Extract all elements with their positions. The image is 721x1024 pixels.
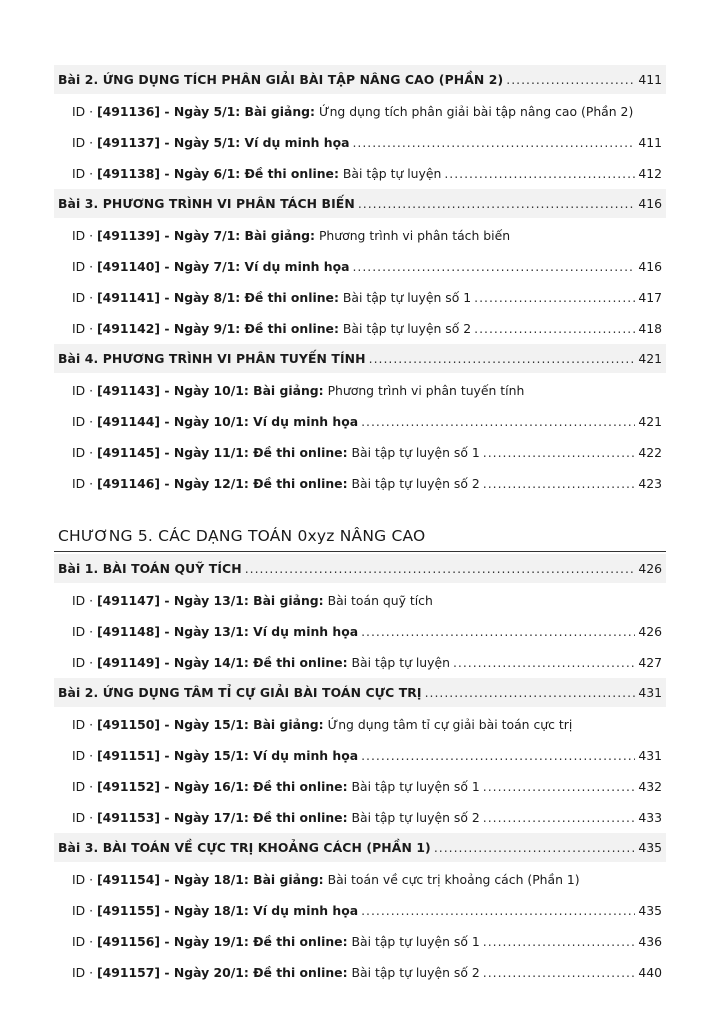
page-number: 431 <box>638 685 662 700</box>
entry-code: [491139] <box>97 228 161 243</box>
page-number: 431 <box>638 748 662 763</box>
entry-date: - Ngày 9/1: <box>160 321 245 336</box>
entry-label <box>72 383 524 398</box>
entry-description: Bài toán về cực trị khoảng cách (Phần 1) <box>323 872 580 887</box>
dot-leader <box>361 624 635 639</box>
section-title: Bài 1. BÀI TOÁN QUỸ TÍCH <box>58 561 242 576</box>
entry-date: - Ngày 15/1: <box>160 717 254 732</box>
entry-label <box>72 872 580 887</box>
entry-code: [491136] <box>97 104 161 119</box>
dot-leader <box>361 414 635 429</box>
id-prefix: ID · <box>72 321 98 336</box>
page-number: 416 <box>638 259 662 274</box>
entry-type: Bài giảng: <box>253 593 324 608</box>
id-prefix: ID · <box>72 965 98 980</box>
page-number: 411 <box>638 72 662 87</box>
section-title: Bài 3. PHƯƠNG TRÌNH VI PHÂN TÁCH BIẾN <box>58 196 355 211</box>
id-prefix: ID · <box>72 655 98 670</box>
entry-description: Bài tập tự luyện số 2 <box>347 810 480 825</box>
entry-date: - Ngày 8/1: <box>160 290 245 305</box>
page-number: 418 <box>638 321 662 336</box>
entry-description: Bài tập tự luyện số 2 <box>347 476 480 491</box>
id-prefix: ID · <box>72 779 98 794</box>
page-number: 421 <box>638 414 662 429</box>
section-title: Bài 3. BÀI TOÁN VỀ CỰC TRỊ KHOẢNG CÁCH (PHẦN 1) <box>58 840 431 855</box>
page-number: 423 <box>638 476 662 491</box>
entry-type: Bài giảng: <box>253 383 324 398</box>
toc-section-heading[interactable] <box>54 678 666 707</box>
page-number: 427 <box>638 655 662 670</box>
entry-type: Đề thi online: <box>253 810 348 825</box>
id-prefix: ID · <box>72 810 98 825</box>
table-of-contents <box>54 65 666 988</box>
entry-date: - Ngày 10/1: <box>160 414 254 429</box>
page-number: 412 <box>638 166 662 181</box>
toc-section-heading[interactable] <box>54 344 666 373</box>
entry-description: Bài tập tự luyện số 1 <box>338 290 472 305</box>
id-prefix: ID · <box>72 228 98 243</box>
entry-type: Ví dụ minh họa <box>253 414 359 429</box>
entry-type: Ví dụ minh họa <box>244 259 350 274</box>
entry-label <box>72 166 441 181</box>
toc-entry[interactable] <box>54 771 666 802</box>
entry-type: Bài giảng: <box>253 717 324 732</box>
page-number: 411 <box>638 135 662 150</box>
entry-code: [491157] <box>97 965 161 980</box>
toc-section-heading[interactable] <box>54 65 666 94</box>
id-prefix: ID · <box>72 903 98 918</box>
id-prefix: ID · <box>72 259 98 274</box>
dot-leader <box>361 903 635 918</box>
dot-leader <box>483 934 636 949</box>
entry-label <box>72 593 433 608</box>
id-prefix: ID · <box>72 476 98 491</box>
entry-date: - Ngày 13/1: <box>160 593 254 608</box>
page-number: 436 <box>638 934 662 949</box>
dot-leader <box>506 72 635 87</box>
dot-leader <box>483 445 636 460</box>
entry-type: Đề thi online: <box>253 965 348 980</box>
entry-date: - Ngày 17/1: <box>160 810 254 825</box>
id-prefix: ID · <box>72 135 98 150</box>
chapter-heading <box>54 503 666 552</box>
entry-description: Ứng dụng tích phân giải bài tập nâng cao (Phần 2) <box>315 104 634 119</box>
entry-date: - Ngày 13/1: <box>160 624 254 639</box>
toc-entry[interactable] <box>54 864 666 895</box>
dot-leader <box>444 166 635 181</box>
entry-description: Bài tập tự luyện số 1 <box>347 934 480 949</box>
entry-type: Đề thi online: <box>253 779 348 794</box>
entry-code: [491147] <box>97 593 161 608</box>
entry-code: [491146] <box>97 476 161 491</box>
dot-leader <box>483 476 636 491</box>
entry-date: - Ngày 12/1: <box>160 476 254 491</box>
toc-entry[interactable] <box>54 313 666 344</box>
entry-code: [491148] <box>97 624 161 639</box>
id-prefix: ID · <box>72 104 98 119</box>
toc-entry[interactable] <box>54 957 666 988</box>
entry-date: - Ngày 16/1: <box>160 779 254 794</box>
toc-entry[interactable] <box>54 926 666 957</box>
toc-entry[interactable] <box>54 220 666 251</box>
toc-entry[interactable] <box>54 895 666 926</box>
entry-type: Đề thi online: <box>244 290 339 305</box>
id-prefix: ID · <box>72 166 98 181</box>
entry-type: Đề thi online: <box>253 655 348 670</box>
entry-description: Bài tập tự luyện số 1 <box>347 779 480 794</box>
entry-code: [491149] <box>97 655 161 670</box>
id-prefix: ID · <box>72 445 98 460</box>
toc-section-heading[interactable] <box>54 833 666 862</box>
entry-description: Bài tập tự luyện số 2 <box>347 965 480 980</box>
entry-description: Bài toán quỹ tích <box>323 593 433 608</box>
entry-description: Bài tập tự luyện <box>347 655 450 670</box>
entry-description: Bài tập tự luyện số 1 <box>347 445 480 460</box>
entry-code: [491151] <box>97 748 161 763</box>
entry-date: - Ngày 18/1: <box>160 872 254 887</box>
dot-leader <box>369 351 636 366</box>
entry-label <box>72 810 480 825</box>
entry-date: - Ngày 19/1: <box>160 934 254 949</box>
toc-entry[interactable] <box>54 406 666 437</box>
toc-entry[interactable] <box>54 740 666 771</box>
entry-type: Ví dụ minh họa <box>253 903 359 918</box>
entry-label <box>72 445 480 460</box>
entry-code: [491140] <box>97 259 161 274</box>
entry-label <box>72 290 471 305</box>
id-prefix: ID · <box>72 383 98 398</box>
entry-label <box>72 748 358 763</box>
entry-code: [491138] <box>97 166 161 181</box>
entry-date: - Ngày 7/1: <box>160 228 245 243</box>
toc-entry[interactable] <box>54 282 666 313</box>
entry-type: Bài giảng: <box>253 872 324 887</box>
entry-type: Đề thi online: <box>244 166 339 181</box>
page-number: 426 <box>638 561 662 576</box>
page-number: 435 <box>638 840 662 855</box>
dot-leader <box>361 748 635 763</box>
entry-label <box>72 104 633 119</box>
entry-code: [491137] <box>97 135 161 150</box>
entry-type: Ví dụ minh họa <box>253 624 359 639</box>
toc-section-heading[interactable] <box>54 554 666 583</box>
dot-leader <box>483 779 636 794</box>
dot-leader <box>483 965 636 980</box>
dot-leader <box>434 840 636 855</box>
entry-type: Bài giảng: <box>244 104 315 119</box>
id-prefix: ID · <box>72 717 98 732</box>
entry-code: [491143] <box>97 383 161 398</box>
section-title: Bài 2. ỨNG DỤNG TÂM TỈ CỰ GIẢI BÀI TOÁN CỰC TRỊ <box>58 685 422 700</box>
toc-entry[interactable] <box>54 437 666 468</box>
entry-label <box>72 476 480 491</box>
dot-leader <box>483 810 636 825</box>
toc-entry[interactable] <box>54 802 666 833</box>
entry-description: Bài tập tự luyện <box>338 166 442 181</box>
entry-date: - Ngày 6/1: <box>160 166 245 181</box>
entry-code: [491155] <box>97 903 161 918</box>
entry-date: - Ngày 11/1: <box>160 445 254 460</box>
page-number: 422 <box>638 445 662 460</box>
entry-type: Đề thi online: <box>253 445 348 460</box>
entry-label <box>72 228 510 243</box>
toc-entry[interactable] <box>54 375 666 406</box>
entry-code: [491145] <box>97 445 161 460</box>
toc-section-heading[interactable] <box>54 189 666 218</box>
entry-date: - Ngày 20/1: <box>160 965 254 980</box>
chapter-title: CHƯƠNG 5. CÁC DẠNG TOÁN 0xyz NÂNG CAO <box>58 527 426 545</box>
entry-code: [491152] <box>97 779 161 794</box>
entry-date: - Ngày 10/1: <box>160 383 254 398</box>
toc-entry[interactable] <box>54 585 666 616</box>
entry-label <box>72 903 358 918</box>
page-number: 416 <box>638 196 662 211</box>
entry-code: [491154] <box>97 872 161 887</box>
toc-entry[interactable] <box>54 158 666 189</box>
entry-type: Ví dụ minh họa <box>253 748 359 763</box>
entry-label <box>72 934 480 949</box>
entry-code: [491142] <box>97 321 161 336</box>
entry-date: - Ngày 15/1: <box>160 748 254 763</box>
entry-type: Đề thi online: <box>253 934 348 949</box>
entry-label <box>72 965 480 980</box>
entry-label <box>72 717 572 732</box>
entry-code: [491141] <box>97 290 161 305</box>
id-prefix: ID · <box>72 748 98 763</box>
dot-leader <box>352 259 635 274</box>
toc-entry[interactable] <box>54 127 666 158</box>
entry-label <box>72 414 358 429</box>
id-prefix: ID · <box>72 593 98 608</box>
entry-code: [491153] <box>97 810 161 825</box>
entry-description: Phương trình vi phân tách biến <box>315 228 511 243</box>
entry-description: Bài tập tự luyện số 2 <box>338 321 472 336</box>
page-number: 426 <box>638 624 662 639</box>
entry-label <box>72 779 480 794</box>
page-number: 435 <box>638 903 662 918</box>
page-number: 417 <box>638 290 662 305</box>
entry-code: [491144] <box>97 414 161 429</box>
section-title: Bài 4. PHƯƠNG TRÌNH VI PHÂN TUYẾN TÍNH <box>58 351 366 366</box>
entry-type: Đề thi online: <box>253 476 348 491</box>
id-prefix: ID · <box>72 934 98 949</box>
dot-leader <box>474 321 635 336</box>
entry-date: - Ngày 7/1: <box>160 259 245 274</box>
dot-leader <box>453 655 635 670</box>
entry-label <box>72 135 349 150</box>
toc-entry[interactable] <box>54 709 666 740</box>
entry-label <box>72 321 471 336</box>
dot-leader <box>358 196 636 211</box>
entry-date: - Ngày 5/1: <box>160 135 245 150</box>
dot-leader <box>352 135 635 150</box>
section-title: Bài 2. ỨNG DỤNG TÍCH PHÂN GIẢI BÀI TẬP NÂNG CAO (PHẦN 2) <box>58 72 504 87</box>
entry-date: - Ngày 18/1: <box>160 903 254 918</box>
dot-leader <box>474 290 635 305</box>
page-number: 433 <box>638 810 662 825</box>
id-prefix: ID · <box>72 414 98 429</box>
page-number: 440 <box>638 965 662 980</box>
toc-entry[interactable] <box>54 616 666 647</box>
entry-date: - Ngày 5/1: <box>160 104 245 119</box>
dot-leader <box>245 561 636 576</box>
id-prefix: ID · <box>72 872 98 887</box>
page-number: 432 <box>638 779 662 794</box>
entry-code: [491156] <box>97 934 161 949</box>
id-prefix: ID · <box>72 290 98 305</box>
id-prefix: ID · <box>72 624 98 639</box>
page-number: 421 <box>638 351 662 366</box>
entry-label <box>72 259 349 274</box>
toc-entry[interactable] <box>54 96 666 127</box>
entry-date: - Ngày 14/1: <box>160 655 254 670</box>
toc-entry[interactable] <box>54 468 666 499</box>
entry-type: Ví dụ minh họa <box>244 135 350 150</box>
entry-description: Phương trình vi phân tuyến tính <box>323 383 525 398</box>
entry-description: Ứng dụng tâm tỉ cự giải bài toán cực trị <box>323 717 573 732</box>
toc-entry[interactable] <box>54 647 666 678</box>
entry-type: Đề thi online: <box>244 321 339 336</box>
entry-type: Bài giảng: <box>244 228 315 243</box>
entry-label <box>72 655 450 670</box>
entry-label <box>72 624 358 639</box>
entry-code: [491150] <box>97 717 161 732</box>
toc-entry[interactable] <box>54 251 666 282</box>
dot-leader <box>425 685 636 700</box>
